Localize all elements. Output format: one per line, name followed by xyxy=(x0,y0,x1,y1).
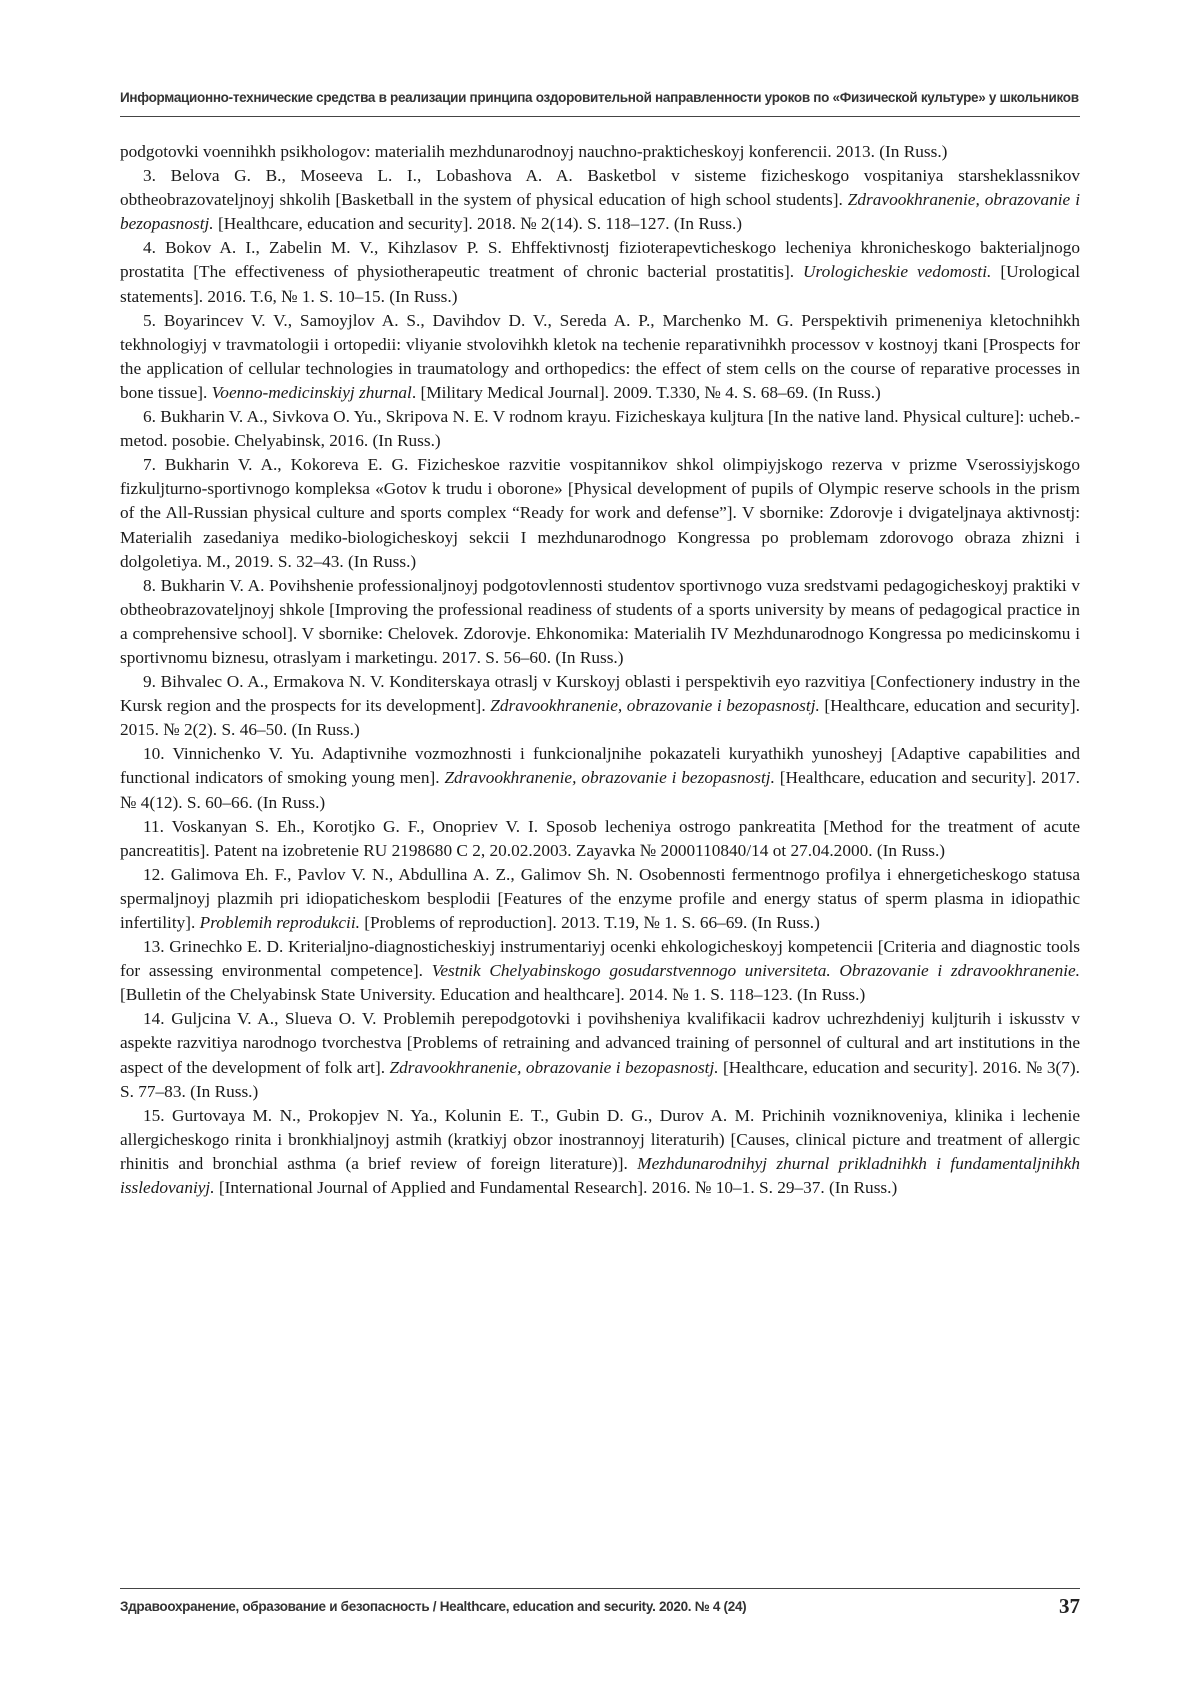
journal-title: Zdravookhranenie, obrazovanie i bezopasnostj. xyxy=(490,696,820,716)
reference-text: [Urological statements]. 2016. T.6, № 1. S. 10–15. (In Russ.) xyxy=(120,262,1080,306)
reference-item xyxy=(120,574,1080,670)
reference-item xyxy=(120,1104,1080,1200)
reference-text: 7. Bukharin V. A., Kokoreva E. G. Fizicheskoe razvitie vospitannikov shkol olimpiyjskogo rezerva v prizme Vserossiyjskogo fizkuljturno-sportivnogo kompleksa «Gotov k trudu i oborone» [Physical development of pupils of Olympic reserve schools in the prism of the All-Russian physical culture and sports complex “Ready for work and defense”]. V sbornike: Zdorovje i dvigateljnaya aktivnostj: Materialih zasedaniya mediko-biologicheskoyj sekcii I mezhdunarodnogo Kongressa po problemam zdorovogo obraza zhizni i dolgoletiya. M., 2019. S. 32–43. (In Russ.) xyxy=(120,455,1080,571)
reference-text: 11. Voskanyan S. Eh., Korotjko G. F., Onopriev V. I. Sposob lecheniya ostrogo pankreatita [Method for the treatment of acute pancreatitis]. Patent na izobretenie RU 2198680 C 2, 20.02.2003. Zayavka № 2000110840/14 ot 27.04.2000. (In Russ.) xyxy=(120,816,1080,860)
reference-text: 13. Grinechko E. D. Kriterialjno-diagnosticheskiyj instrumentariyj ocenki ehkologicheskoyj kompetencii [Criteria and diagnostic tools for assessing environmental competence]. xyxy=(120,937,1080,981)
journal-title: Problemih reprodukcii. xyxy=(199,913,360,932)
reference-text: podgotovki voennihkh psikhologov: materialih mezhdunarodnoyj nauchno-prakticheskoyj konferencii. 2013. (In Russ.) xyxy=(120,142,948,161)
reference-text: [Healthcare, education and security]. 2015. № 2(2). S. 46–50. (In Russ.) xyxy=(120,696,1080,740)
reference-item xyxy=(120,309,1080,405)
journal-title: Zdravookhranenie, obrazovanie i bezopasnostj. xyxy=(444,768,775,788)
journal-title: Voenno-medicinskiyj zhurnal xyxy=(211,382,412,402)
reference-text: 15. Gurtovaya M. N., Prokopjev N. Ya., Kolunin E. T., Gubin D. G., Durov A. M. Prichinih vozniknoveniya, klinika i lechenie allergicheskogo rinita i bronkhialjnoyj astmih (kratkiyj obzor inostrannoyj literaturih) [Causes, clinical picture and treatment of allergic rhinitis and bronchial asthma (a brief review of foreign literature)]. xyxy=(120,1105,1080,1173)
journal-title: Urologicheskie vedomosti. xyxy=(803,262,992,282)
running-title: Информационно-технические средства в реализации принципа оздоровительной направленности уроков по «Физической культуре» у школьников xyxy=(120,90,1079,105)
reference-text: 6. Bukharin V. A., Sivkova O. Yu., Skripova N. E. V rodnom krayu. Fizicheskaya kuljtura [In the native land. Physical culture]: ucheb.-metod. posobie. Chelyabinsk, 2016. (In Russ.) xyxy=(120,407,1080,451)
journal-title: Vestnik Chelyabinskogo gosudarstvennogo universiteta. Obrazovanie i zdravookhranenie. xyxy=(431,961,1080,981)
reference-text: 14. Guljcina V. A., Slueva O. V. Problemih perepodgotovki i povihsheniya kvalifikacii kadrov uchrezhdeniyj kuljturih i iskusstv v aspekte razvitiya narodnogo tvorchestva [Problems of retraining and advanced training of personnel of cultural and art institutions in the aspect of the development of folk art]. xyxy=(120,1009,1080,1077)
reference-text: 8. Bukharin V. A. Povihshenie professionaljnoyj podgotovlennosti studentov sportivnogo vuza sredstvami pedagogicheskoyj praktiki v obtheobrazovateljnoyj shkole [Improving the professional readiness of students of a sports university by means of pedagogical practice in a comprehensive school]. V sbornike: Chelovek. Zdorovje. Ehkonomika: Materialih IV Mezhdunarodnogo Kongressa po medicinskomu i sportivnomu biznesu, otraslyam i marketingu. 2017. S. 56–60. (In Russ.) xyxy=(120,575,1080,667)
reference-text: 3. Belova G. B., Moseeva L. I., Lobashova A. A. Basketbol v sisteme fizicheskogo vospitaniya starsheklassnikov obtheobrazovateljnoyj shkolih [Basketball in the system of physical education of high school students]. xyxy=(120,166,1080,210)
page-number: 37 xyxy=(1059,1594,1080,1618)
reference-item xyxy=(120,863,1080,935)
reference-text: . [Military Medical Journal]. 2009. T.330, № 4. S. 68–69. (In Russ.) xyxy=(411,382,881,402)
reference-text: 9. Bihvalec O. A., Ermakova N. V. Konditerskaya otraslj v Kurskoyj oblasti i perspektivih eyo razvitiya [Confectionery industry in the Kursk region and the prospects for its development]. xyxy=(120,672,1080,716)
reference-item xyxy=(120,815,1080,863)
reference-list xyxy=(120,140,1080,1200)
reference-text: [Bulletin of the Chelyabinsk State University. Education and healthcare]. 2014. № 1. S. 118–123. (In Russ.) xyxy=(120,985,866,1005)
journal-footer-line: Здравоохранение, образование и безопасность / Healthcare, education and security. 2020. № 4 (24) xyxy=(120,1599,747,1614)
reference-item xyxy=(120,453,1080,573)
reference-text: [Healthcare, education and security]. 2018. № 2(14). S. 118–127. (In Russ.) xyxy=(213,214,743,234)
reference-item xyxy=(120,164,1080,236)
footer-divider xyxy=(120,1588,1080,1589)
header-divider xyxy=(120,116,1080,117)
reference-item xyxy=(120,1007,1080,1103)
reference-text: 5. Boyarincev V. V., Samoyjlov A. S., Davihdov D. V., Sereda A. P., Marchenko M. G. Perspektivih primeneniya kletochnihkh tekhnologiyj v travmatologii i ortopedii: vliyanie stvolovihkh kletok na techenie reparativnihkh processov v kostnoyj tkani [Prospects for the application of cellular technologies in traumatology and orthopedics: the effect of stem cells on the course of reparative processes in bone tissue]. xyxy=(120,310,1080,402)
reference-item xyxy=(120,405,1080,453)
reference-item xyxy=(120,670,1080,742)
reference-item xyxy=(120,742,1080,814)
journal-title: Zdravookhranenie, obrazovanie i bezopasnostj. xyxy=(120,190,1081,234)
reference-text: [Problems of reproduction]. 2013. T.19, № 1. S. 66–69. (In Russ.) xyxy=(359,913,820,932)
reference-item xyxy=(120,236,1080,308)
reference-text: [Healthcare, education and security]. 2016. № 3(7). S. 77–83. (In Russ.) xyxy=(120,1057,1080,1101)
journal-title: Zdravookhranenie, obrazovanie i bezopasnostj. xyxy=(389,1057,719,1077)
reference-text: 10. Vinnichenko V. Yu. Adaptivnihe vozmozhnosti i funkcionaljnihe pokazateli kuryathikh yunosheyj [Adaptive capabilities and functional indicators of smoking young men]. xyxy=(120,744,1080,788)
journal-title: Mezhdunarodnihyj zhurnal prikladnihkh i fundamentaljnihkh issledovaniyj. xyxy=(120,1153,1080,1198)
reference-text: [Healthcare, education and security]. 2017. № 4(12). S. 60–66. (In Russ.) xyxy=(120,768,1081,812)
reference-item xyxy=(120,935,1080,1007)
reference-text: 4. Bokov A. I., Zabelin M. V., Kihzlasov P. S. Ehffektivnostj fizioterapevticheskogo lecheniya khronicheskogo bakterialjnogo prostatita [The effectiveness of physiotherapeutic treatment of chronic bacterial prostatitis]. xyxy=(120,238,1080,282)
reference-text: [International Journal of Applied and Fundamental Research]. 2016. № 10–1. S. 29–37. (In Russ.) xyxy=(214,1178,898,1198)
reference-continuation xyxy=(120,140,1080,164)
reference-text: 12. Galimova Eh. F., Pavlov V. N., Abdullina A. Z., Galimov Sh. N. Osobennosti fermentnogo profilya i ehnergeticheskogo statusa spermaljnoyj plazmih pri idiopaticheskom besplodii [Features of the enzyme profile and energy status of sperm plasma in idiopathic infertility]. xyxy=(120,864,1080,932)
